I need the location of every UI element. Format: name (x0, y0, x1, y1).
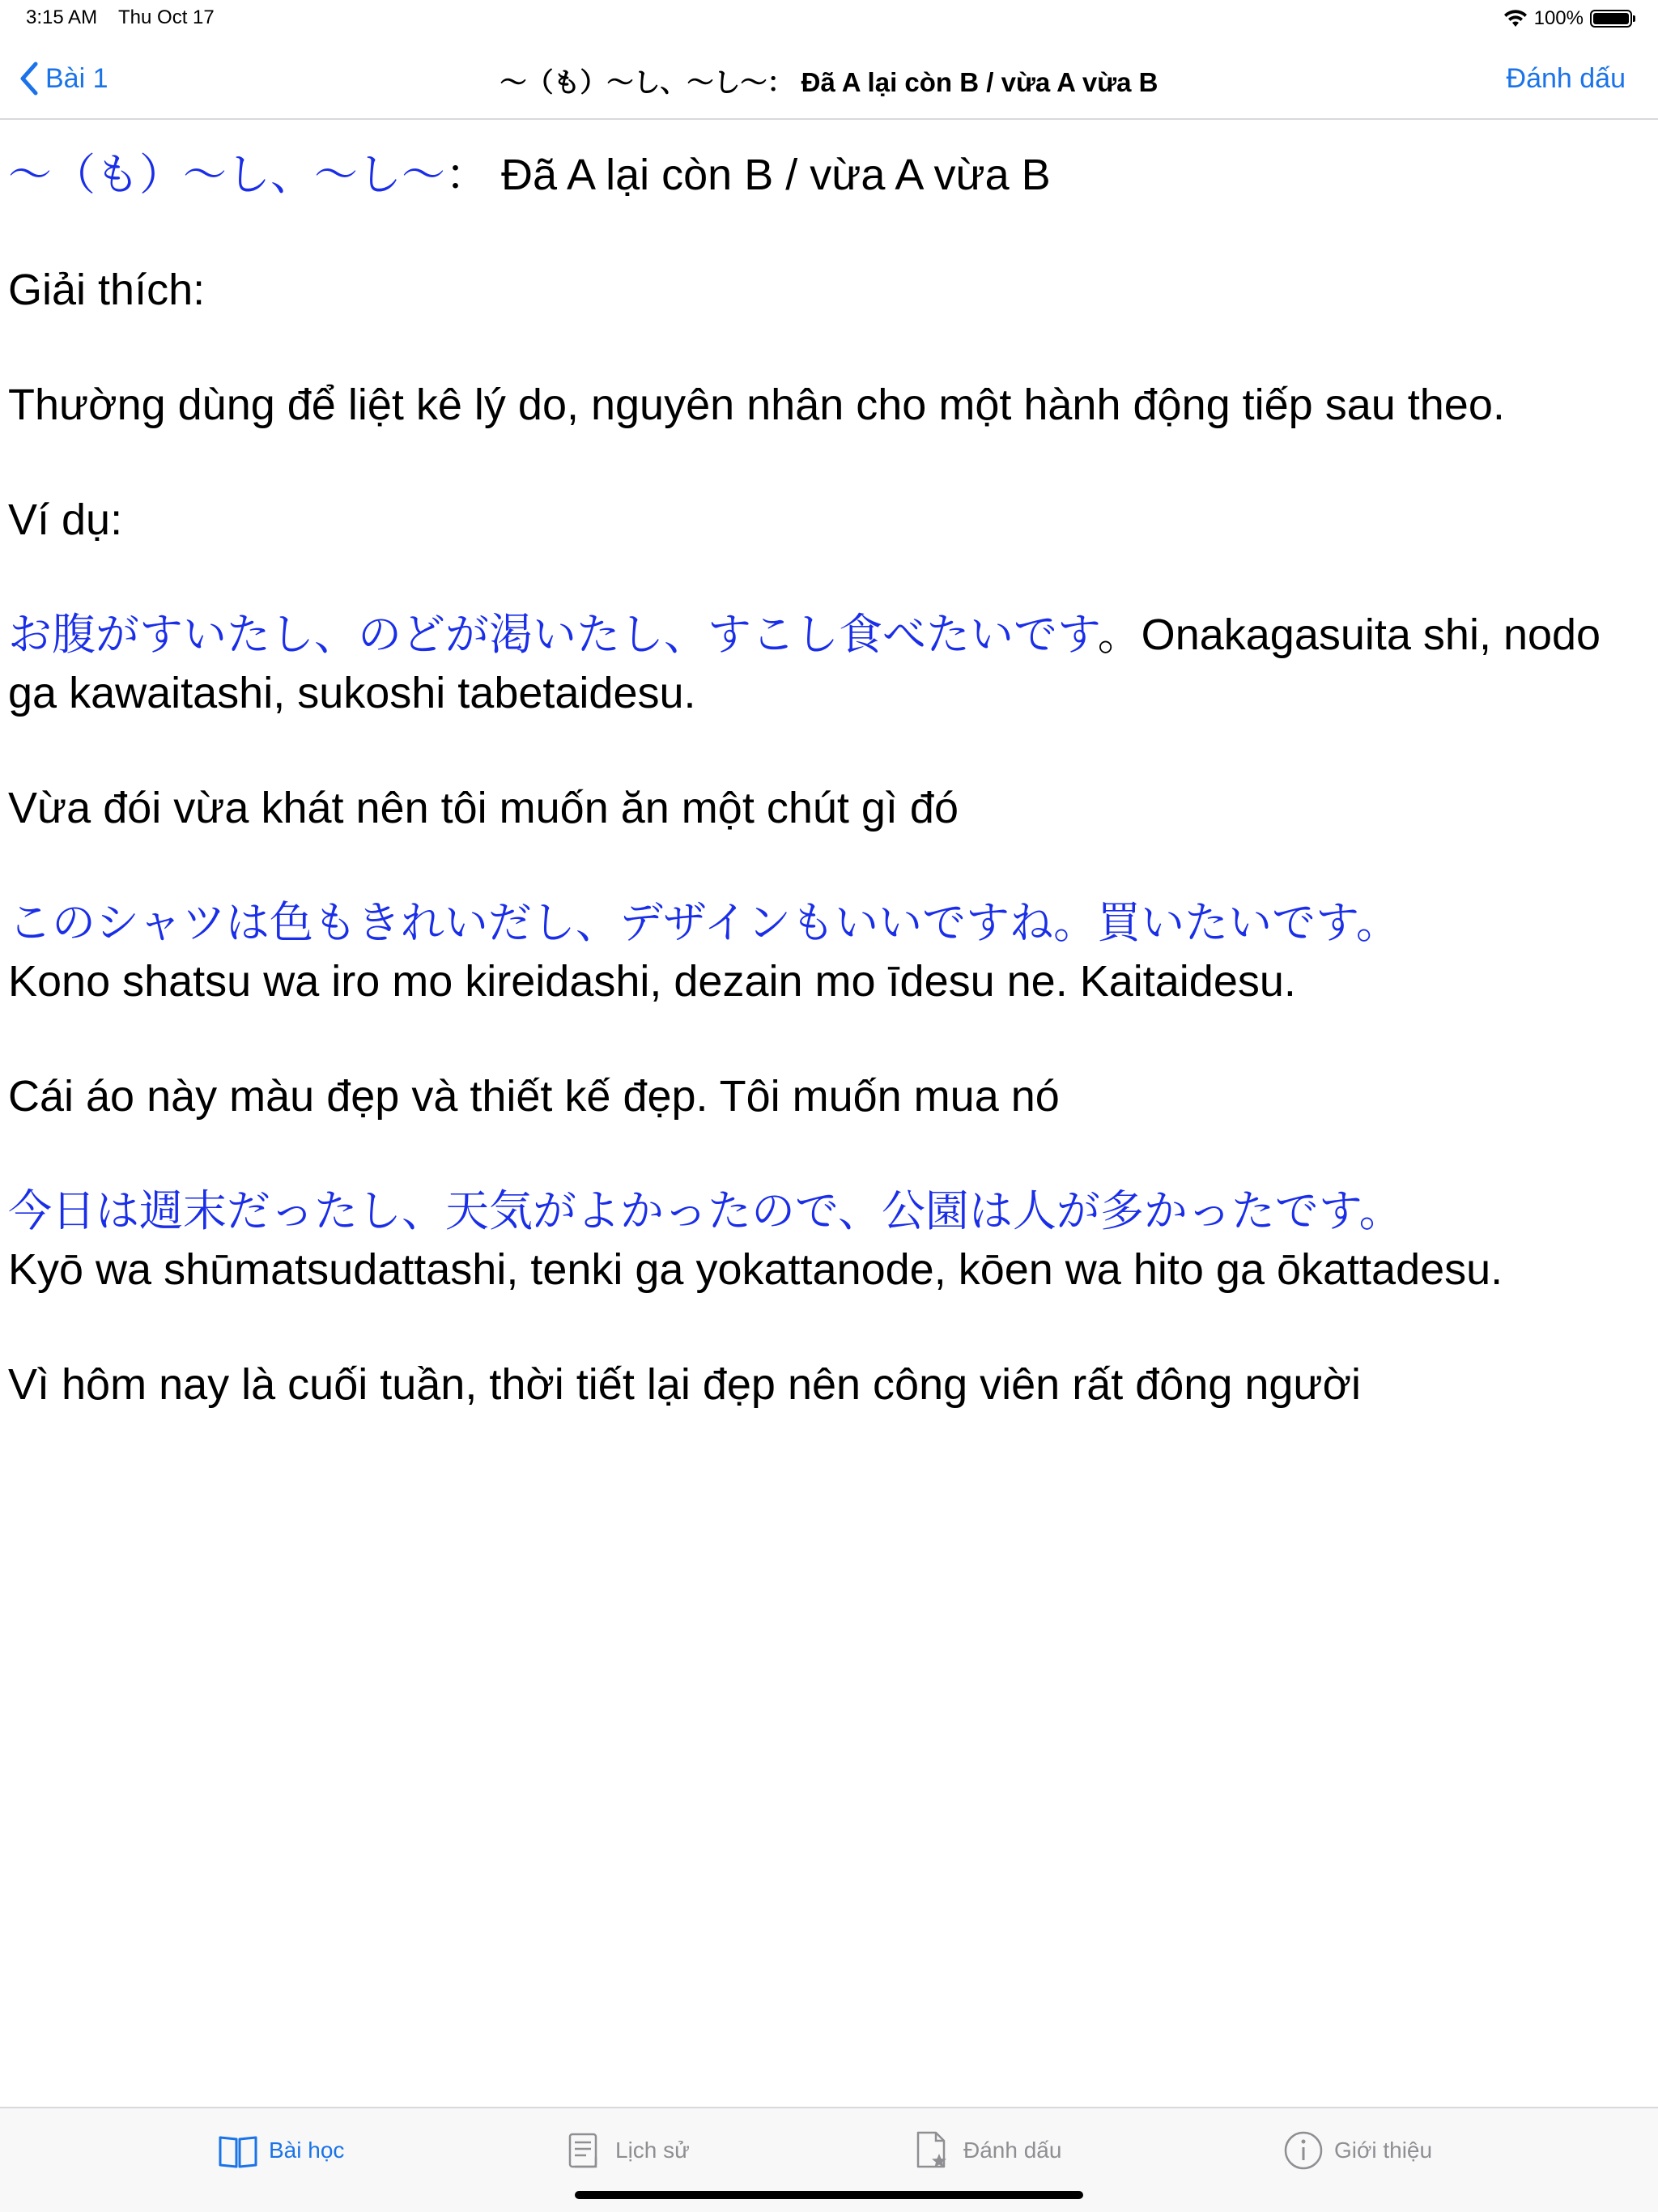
info-icon (1282, 2129, 1324, 2172)
status-date: Thu Oct 17 (118, 6, 215, 28)
nav-title: ～（も）～し、～し～： Đã A lại còn B / vừa A vừa B (500, 67, 1158, 97)
book-icon (217, 2129, 259, 2172)
example-romaji: 。Onakagasuita shi, nodo ga kawaitashi, sukoshi tabetaidesu. (8, 610, 1601, 717)
battery-icon (1590, 10, 1632, 28)
example-translation: Cái áo này màu đẹp và thiết kế đẹp. Tôi muốn mua nó (8, 1072, 1060, 1121)
tab-label: Giới thiệu (1334, 2138, 1433, 2163)
example-2 (8, 894, 1635, 1010)
example-label: Ví dụ: (8, 496, 123, 544)
history-icon (563, 2129, 606, 2172)
tab-lessons[interactable] (217, 2126, 344, 2175)
back-button-label: Bài 1 (45, 62, 108, 94)
grammar-title (8, 146, 1635, 204)
example-3 (8, 1182, 1635, 1299)
example-jp: このシャツは色もきれいだし、デザインもいいですね。買いたいです。 (8, 899, 1400, 947)
explain-label: Giải thích: (8, 266, 206, 314)
status-right (1503, 5, 1632, 32)
tab-about[interactable] (1282, 2126, 1432, 2175)
tab-label: Lịch sử (615, 2138, 690, 2163)
status-time: 3:15 AM (26, 6, 98, 28)
bookmark-button[interactable]: Đánh dấu (1506, 63, 1626, 94)
example-translation: Vì hôm nay là cuối tuần, thời tiết lại đẹp nên công viên rất đông người (8, 1360, 1361, 1409)
lesson-content (8, 146, 1635, 1470)
example-romaji: Kyō wa shūmatsudattashi, tenki ga yokattanode, kōen wa hito ga ōkattadesu. (8, 1245, 1503, 1294)
tab-label: Bài học (269, 2138, 345, 2163)
grammar-title-jp: ～（も）～し、～し～ (8, 151, 445, 199)
example-1 (8, 606, 1635, 722)
tab-label: Đánh dấu (963, 2138, 1062, 2163)
bookmark-star-icon (912, 2129, 954, 2172)
explain-text: Thường dùng để liệt kê lý do, nguyên nhân cho một hành động tiếp sau theo. (8, 381, 1505, 429)
navigation-bar (0, 39, 1658, 120)
wifi-icon (1503, 9, 1528, 28)
tab-bookmarks[interactable] (912, 2126, 1061, 2175)
example-romaji: Kono shatsu wa iro mo kireidashi, dezain mo īdesu ne. Kaitaidesu. (8, 957, 1296, 1006)
grammar-title-vi: ： Đã A lại còn B / vừa A vừa B (445, 151, 1051, 199)
home-indicator (575, 2191, 1083, 2199)
battery-percent: 100% (1533, 7, 1584, 29)
example-translation: Vừa đói vừa khát nên tôi muốn ăn một chút gì đó (8, 784, 959, 832)
battery-fill (1593, 13, 1629, 24)
example-jp: 今日は週末だったし、天気がよかったので、公園は人が多かったです。 (8, 1187, 1403, 1236)
tab-history[interactable] (563, 2126, 690, 2175)
status-bar (0, 0, 1658, 39)
example-jp: お腹がすいたし、のどが渇いたし、すこし食べたいです (8, 610, 1098, 659)
